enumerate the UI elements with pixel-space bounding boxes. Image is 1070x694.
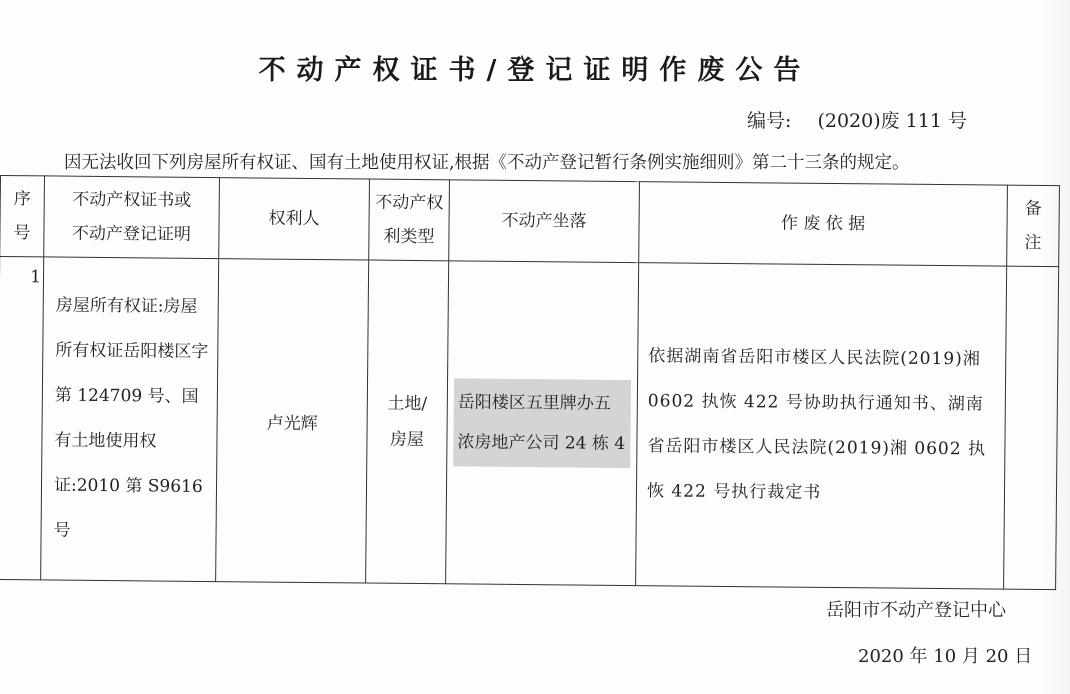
row-owner: 卢光辉: [216, 259, 369, 583]
header-note-line-2: 注: [1024, 232, 1042, 253]
row-cert: 房屋所有权证:房屋所有权证岳阳楼区字第 124709 号、国有土地使用权证:2010 第 S9616 号: [41, 257, 219, 582]
header-index-line-1: 序: [13, 189, 31, 210]
header-basis: 作 废 依 据: [639, 182, 1008, 267]
row-location-line-1: 岳阳楼区五里牌办五: [457, 392, 611, 414]
header-location: 不动产坐落: [449, 180, 640, 263]
row-type-line-2: 房屋: [389, 429, 425, 451]
row-location-highlight: [453, 378, 631, 468]
header-cert-line-2: 不动产登记证明: [71, 223, 192, 245]
header-type-line-2: 利类型: [383, 226, 435, 248]
header-index: [0, 176, 44, 257]
document-title: 不动产权证书/登记证明作废公告: [258, 55, 812, 86]
header-cert-line-1: 不动产权证书或: [72, 189, 192, 211]
row-basis: 依据湖南省岳阳市楼区人民法院(2019)湘 0602 执恢 422 号协助执行通知书、湖南省岳阳市楼区人民法院(2019)湘 0602 执恢 422 号执行裁定书: [636, 263, 1007, 590]
table-header-row: [0, 176, 1059, 267]
issuer-name: 岳阳市不动产登记中心: [826, 600, 1006, 621]
header-type: [369, 179, 450, 261]
header-index-line-2: 号: [13, 223, 31, 244]
header-note-line-1: 备: [1024, 198, 1042, 220]
intro-paragraph: 因无法收回下列房屋所有权证、国有土地使用权证,根据《不动产登记暂行条例实施细则》第二十三条的规定。: [64, 153, 910, 173]
row-location: [446, 261, 639, 586]
row-type: [366, 260, 449, 584]
header-type-line-1: 不动产权: [375, 192, 444, 214]
scan-shadow: [1042, 0, 1070, 694]
document-number-label: 编号:: [747, 110, 792, 132]
table-row: [0, 257, 1059, 590]
document-number: [747, 106, 967, 133]
cancellation-table: [0, 175, 1060, 590]
header-owner: 权利人: [219, 178, 370, 260]
row-type-line-1: 土地/: [387, 393, 428, 415]
document-number-value: (2020)废 111 号: [817, 110, 967, 132]
issue-date: 2020 年 10 月 20 日: [858, 646, 1033, 667]
header-cert: [44, 176, 220, 259]
row-location-line-2: 浓房地产公司 24 栋 4: [457, 432, 626, 455]
row-index: 1: [0, 257, 44, 580]
